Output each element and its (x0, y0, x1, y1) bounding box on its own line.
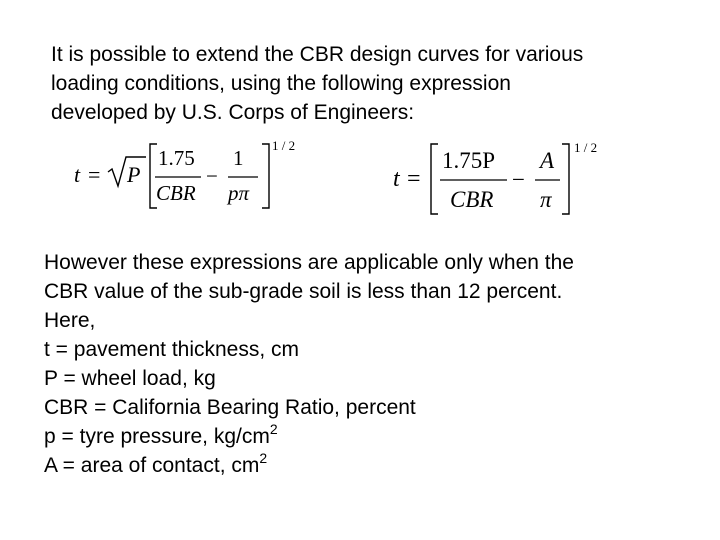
definition-contact-area (44, 451, 704, 480)
body-line: Here, (44, 309, 96, 332)
definition-wheel-load: P = wheel load, kg (44, 367, 216, 390)
formula-1-lhs: t (74, 162, 81, 187)
formula-2-exponent: 1 / 2 (574, 140, 598, 155)
formula-1-den2: pπ (228, 181, 250, 205)
formula-block (0, 130, 720, 230)
definition-text: p = tyre pressure, kg/cm (44, 425, 270, 448)
formula-2-num2: A (540, 148, 555, 173)
body-line: However these expressions are applicable only when the (44, 251, 574, 274)
formula-2-lhs: t (393, 166, 400, 192)
intro-line: developed by U.S. Corps of Engineers: (51, 101, 415, 124)
formula-2-equals: = (407, 166, 421, 192)
right-bracket (562, 144, 569, 214)
formula-1-den1: CBR (156, 181, 196, 205)
definition-thickness: t = pavement thickness, cm (44, 338, 300, 361)
right-bracket (262, 144, 269, 208)
formula-2-den1: CBR (450, 187, 494, 212)
formula-1-exponent: 1 / 2 (272, 138, 296, 153)
definition-tyre-pressure (44, 422, 704, 451)
formula-1-num1: 1.75 (158, 146, 195, 170)
formula-1 (74, 138, 295, 208)
intro-line: It is possible to extend the CBR design curves for various (51, 43, 584, 66)
formula-2-den2: π (540, 187, 552, 212)
definition-text: A = area of contact, cm (44, 454, 260, 477)
formula-2-num1: 1.75P (442, 148, 496, 173)
intro-line: loading conditions, using the following expression (51, 72, 511, 95)
body-line: CBR value of the sub-grade soil is less than 12 percent. (44, 280, 563, 303)
definition-cbr: CBR = California Bearing Ratio, percent (44, 396, 416, 419)
formula-1-equals: = (88, 162, 101, 187)
superscript: 2 (259, 450, 268, 466)
formula-1-minus: − (206, 164, 218, 188)
body-paragraph (44, 248, 704, 480)
formula-1-sqrt-var: P (127, 162, 141, 187)
left-bracket (431, 144, 438, 214)
formula-2-minus: − (512, 167, 525, 192)
superscript: 2 (269, 421, 278, 437)
intro-paragraph (51, 40, 691, 127)
formula-1-num2: 1 (233, 146, 244, 170)
formula-2 (393, 140, 597, 214)
